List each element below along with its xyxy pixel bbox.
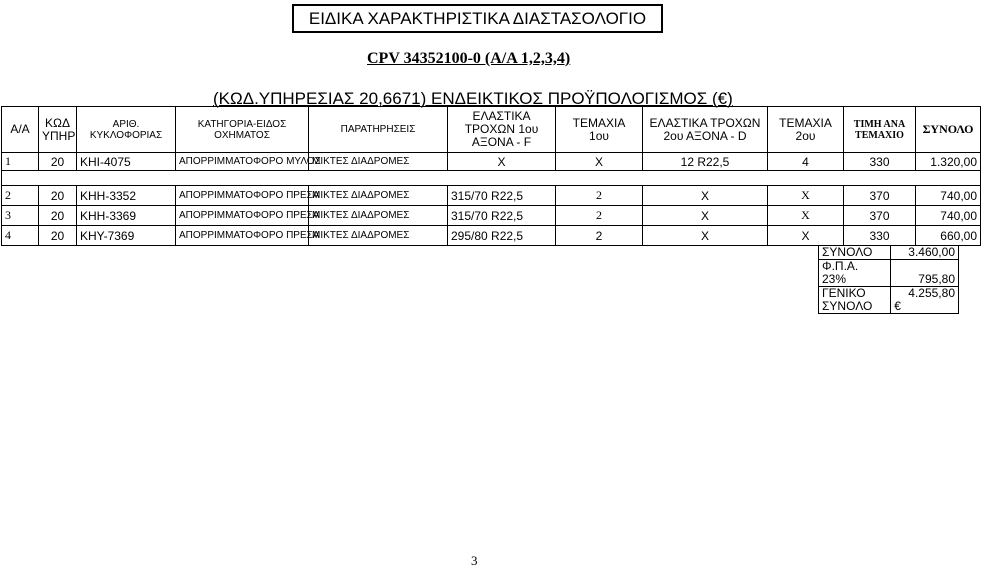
cell-elastika-2: Χ <box>643 226 768 246</box>
cell-temaxia-2: Χ <box>768 186 844 206</box>
cell-synolo: 740,00 <box>916 186 981 206</box>
cell-kategoria: ΑΠΟΡΡΙΜΜΑΤΟΦΟΡΟ ΠΡΕΣΑ <box>176 226 309 246</box>
cell-synolo: 740,00 <box>916 206 981 226</box>
totals-label-synolo: ΣΥΝΟΛΟ <box>819 246 891 260</box>
col-header-temaxia-1: ΤΕΜΑΧΙΑ 1ου <box>556 107 643 153</box>
currency-symbol: € <box>894 299 901 313</box>
totals-value-fpa: 795,80 <box>891 260 959 287</box>
cell-timi: 370 <box>844 206 916 226</box>
totals-value-geniko: 4.255,80 € <box>891 287 959 314</box>
cell-paratiriseis: ΜΙΚΤΕΣ ΔΙΑΔΡΟΜΕΣ <box>309 153 448 171</box>
totals-table <box>818 245 959 314</box>
cell-temaxia-2: Χ <box>768 206 844 226</box>
totals-label-fpa: Φ.Π.Α. 23% <box>819 260 891 287</box>
document-title: ΕΙΔΙΚΑ ΧΑΡΑΚΤΗΡΙΣΤΙΚΑ ΔΙΑΣΤΑΣΟΛΟΓΙΟ <box>292 4 663 33</box>
cell-timi: 330 <box>844 226 916 246</box>
cell-kod: 20 <box>39 186 77 206</box>
cell-paratiriseis: ΜΙΚΤΕΣ ΔΙΑΔΡΟΜΕΣ <box>309 206 448 226</box>
cell-elastika-2: 12 R22,5 <box>643 153 768 171</box>
col-header-kategoria: ΚΑΤΗΓΟΡΙΑ-ΕΙΔΟΣ ΟΧΗΜΑΤΟΣ <box>176 107 309 153</box>
cell-arith: ΚΗΗ-3352 <box>77 186 176 206</box>
totals-row-fpa <box>819 260 959 287</box>
cell-elastika-1: 315/70 R22,5 <box>448 186 556 206</box>
col-header-kod: ΚΩΔ ΥΠΗΡ <box>39 107 77 153</box>
cell-elastika-1: 315/70 R22,5 <box>448 206 556 226</box>
cell-kod: 20 <box>39 153 77 171</box>
col-header-synolo: ΣΥΝΟΛΟ <box>916 107 981 153</box>
table-row <box>2 226 981 246</box>
table-row <box>2 186 981 206</box>
col-header-elastika-2: ΕΛΑΣΤΙΚΑ ΤΡΟΧΩΝ 2ου ΑΞΟΝΑ - D <box>643 107 768 153</box>
cell-synolo: 660,00 <box>916 226 981 246</box>
specifications-table <box>1 106 981 246</box>
cpv-code: CPV 34352100-0 (Α/Α 1,2,3,4) <box>367 50 571 67</box>
totals-value-synolo: 3.460,00 <box>891 246 959 260</box>
totals-row-synolo <box>819 246 959 260</box>
cell-temaxia-1: 2 <box>556 206 643 226</box>
cell-elastika-2: Χ <box>643 206 768 226</box>
cell-kategoria: ΑΠΟΡΡΙΜΜΑΤΟΦΟΡΟ ΜΥΛΟΣ <box>176 153 309 171</box>
table-row <box>2 153 981 171</box>
cell-elastika-2: Χ <box>643 186 768 206</box>
cell-temaxia-1: 2 <box>556 226 643 246</box>
spacer-row <box>2 171 981 186</box>
cell-kod: 20 <box>39 206 77 226</box>
col-header-aa: Α/Α <box>2 107 39 153</box>
cell-elastika-1: 295/80 R22,5 <box>448 226 556 246</box>
cell-timi: 330 <box>844 153 916 171</box>
cell-timi: 370 <box>844 186 916 206</box>
cell-elastika-1: Χ <box>448 153 556 171</box>
cell-temaxia-2: 4 <box>768 153 844 171</box>
cell-paratiriseis: ΜΙΚΤΕΣ ΔΙΑΔΡΟΜΕΣ <box>309 226 448 246</box>
cell-aa: 3 <box>2 206 39 226</box>
col-header-timi: ΤΙΜΗ ΑΝΑ ΤΕΜΑΧΙΟ <box>844 107 916 153</box>
cell-kod: 20 <box>39 226 77 246</box>
totals-label-geniko: ΓΕΝΙΚΟ ΣΥΝΟΛΟ <box>819 287 891 314</box>
col-header-temaxia-2: ΤΕΜΑΧΙΑ 2ου <box>768 107 844 153</box>
col-header-paratiriseis: ΠΑΡΑΤΗΡΗΣΕΙΣ <box>309 107 448 153</box>
totals-row-geniko <box>819 287 959 314</box>
cell-arith: ΚΗΙ-4075 <box>77 153 176 171</box>
cell-arith: ΚΗΥ-7369 <box>77 226 176 246</box>
col-header-elastika-1: ΕΛΑΣΤΙΚΑ ΤΡΟΧΩΝ 1ου ΑΞΟΝΑ - F <box>448 107 556 153</box>
cell-temaxia-2: Χ <box>768 226 844 246</box>
budget-heading: (ΚΩΔ.ΥΠΗΡΕΣΙΑΣ 20,6671) ΕΝΔΕΙΚΤΙΚΟΣ ΠΡΟΫΠΟΛΟΓΙΣΜΟΣ (€) <box>213 89 733 108</box>
cell-paratiriseis: ΜΙΚΤΕΣ ΔΙΑΔΡΟΜΕΣ <box>309 186 448 206</box>
cell-aa: 2 <box>2 186 39 206</box>
cell-aa: 1 <box>2 153 39 171</box>
cell-temaxia-1: 2 <box>556 186 643 206</box>
cell-synolo: 1.320,00 <box>916 153 981 171</box>
page-number: 3 <box>471 553 478 568</box>
table-header-row <box>2 107 981 153</box>
cell-aa: 4 <box>2 226 39 246</box>
table-row <box>2 206 981 226</box>
col-header-arith: ΑΡΙΘ. ΚΥΚΛΟΦΟΡΙΑΣ <box>77 107 176 153</box>
cell-kategoria: ΑΠΟΡΡΙΜΜΑΤΟΦΟΡΟ ΠΡΕΣΑ <box>176 206 309 226</box>
cell-kategoria: ΑΠΟΡΡΙΜΜΑΤΟΦΟΡΟ ΠΡΕΣΑ <box>176 186 309 206</box>
cell-temaxia-1: Χ <box>556 153 643 171</box>
cell-arith: ΚΗΗ-3369 <box>77 206 176 226</box>
